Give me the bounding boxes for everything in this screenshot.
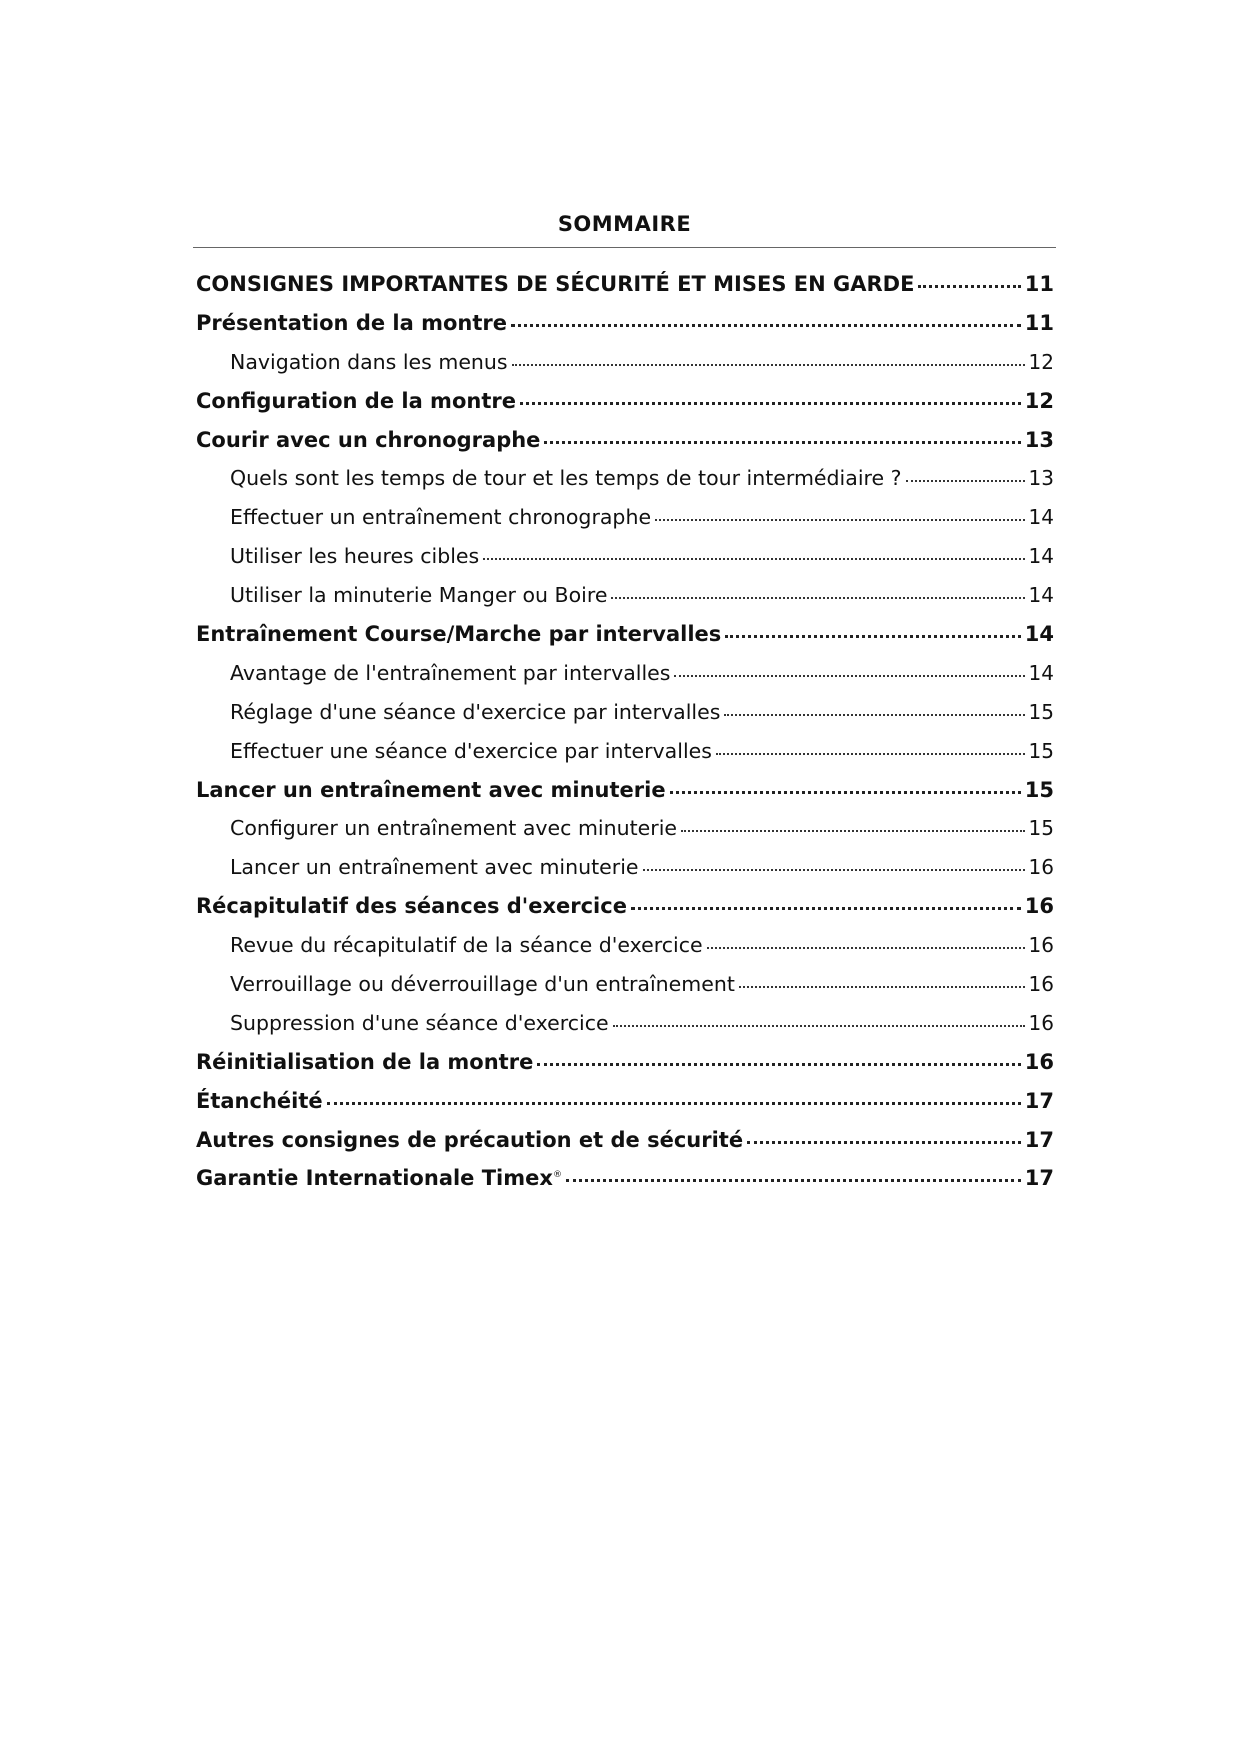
toc-entry-title-text: Courir avec un chronographe: [196, 427, 541, 452]
dot-leader: [747, 1141, 1021, 1144]
toc-page-number: 12: [1028, 349, 1054, 374]
toc-entry-title: [230, 739, 712, 763]
toc-subsection-entry[interactable]: [196, 739, 1054, 778]
dot-leader: [327, 1102, 1021, 1105]
dot-leader: [670, 791, 1021, 794]
toc-entry-title: [230, 661, 670, 685]
dot-leader: [681, 830, 1025, 832]
toc-entry-title: [230, 972, 735, 996]
dot-leader: [566, 1179, 1021, 1182]
toc-entry-title: [230, 583, 607, 607]
toc-heading: SOMMAIRE: [557, 212, 692, 236]
toc-section-entry[interactable]: [196, 778, 1054, 817]
toc-entry-title-text: Navigation dans les menus: [230, 349, 508, 374]
toc-entry-title: [230, 1011, 609, 1035]
heading-divider: [193, 247, 1056, 248]
toc-entry-title-text: Présentation de la montre: [196, 310, 507, 335]
toc-entry-title: [230, 855, 639, 879]
toc-entry-title: [196, 1128, 743, 1152]
dot-leader: [725, 635, 1020, 638]
toc-entry-title-text: Récapitulatif des séances d'exercice: [196, 894, 627, 919]
toc-entry-title-text: Verrouillage ou déverrouillage d'un entraînement: [230, 972, 735, 997]
toc-subsection-entry[interactable]: [196, 700, 1054, 739]
toc-entry-title-text: Configuration de la montre: [196, 388, 516, 413]
toc-entry-title-text: Réglage d'une séance d'exercice par intervalles: [230, 699, 721, 724]
toc-entry-title: [196, 894, 627, 918]
toc-entry-title-text: Lancer un entraînement avec minuterie: [230, 855, 639, 880]
toc-section-entry[interactable]: [196, 272, 1054, 311]
toc-page-number: 16: [1024, 1049, 1054, 1074]
toc-page-number: 14: [1024, 622, 1054, 647]
toc-subsection-entry[interactable]: [196, 855, 1054, 894]
dot-leader: [643, 869, 1025, 871]
toc-entry-title: [196, 778, 666, 802]
toc-subsection-entry[interactable]: [196, 505, 1054, 544]
toc-entry-title-text: Réinitialisation de la montre: [196, 1049, 534, 1074]
toc-section-entry[interactable]: [196, 389, 1054, 428]
toc-section-entry[interactable]: [196, 311, 1054, 350]
dot-leader: [724, 714, 1024, 716]
toc-subsection-entry[interactable]: [196, 544, 1054, 583]
toc-entry-title: [196, 1050, 533, 1074]
dot-leader: [544, 441, 1020, 444]
toc-page-number: 15: [1024, 777, 1054, 802]
toc-subsection-entry[interactable]: [196, 350, 1054, 389]
toc-subsection-entry[interactable]: [196, 583, 1054, 622]
dot-leader: [537, 1063, 1020, 1066]
toc-page-number: 16: [1028, 972, 1054, 997]
toc-section-entry[interactable]: [196, 1089, 1054, 1128]
toc-entry-title: [196, 622, 721, 646]
toc-entry-title: [196, 1089, 323, 1113]
toc-entry-title-text: Utiliser les heures cibles: [230, 544, 480, 569]
toc-entry-title-text: Garantie Internationale Timex: [196, 1166, 553, 1191]
toc-entry-title-text: Effectuer une séance d'exercice par intervalles: [230, 738, 712, 763]
toc-entry-title: [196, 311, 507, 335]
dot-leader: [655, 519, 1024, 521]
toc-subsection-entry[interactable]: [196, 466, 1054, 505]
toc-entry-title-text: Lancer un entraînement avec minuterie: [196, 777, 666, 802]
toc-section-entry[interactable]: [196, 1050, 1054, 1089]
toc-subsection-entry[interactable]: [196, 816, 1054, 855]
toc-entry-title-text: Avantage de l'entraînement par intervalles: [230, 660, 671, 685]
toc-page-number: 11: [1024, 310, 1054, 335]
toc-entry-title-text: Entraînement Course/Marche par intervalles: [196, 622, 722, 647]
dot-leader: [631, 907, 1021, 910]
toc-entry-title: [230, 816, 677, 840]
toc-entry-title-text: Étanchéité: [196, 1088, 323, 1113]
toc-page-number: 14: [1028, 660, 1054, 685]
toc-page-number: 16: [1028, 933, 1054, 958]
toc-entry-title: [196, 272, 914, 296]
toc-page-number: 12: [1024, 388, 1054, 413]
toc-entry-title: [196, 428, 540, 452]
toc-page-number: 13: [1028, 466, 1054, 491]
toc-page-number: 15: [1028, 816, 1054, 841]
dot-leader: [707, 947, 1025, 949]
toc-section-entry[interactable]: [196, 1166, 1054, 1205]
toc-page-number: 17: [1024, 1088, 1054, 1113]
toc-entry-title-text: CONSIGNES IMPORTANTES DE SÉCURITÉ ET MISES EN GARDE: [196, 272, 915, 296]
toc-entry-title-text: Quels sont les temps de tour et les temps de tour intermédiaire ?: [230, 466, 902, 491]
toc-page-number: 15: [1028, 699, 1054, 724]
toc-entry-title-text: Revue du récapitulatif de la séance d'exercice: [230, 933, 703, 958]
dot-leader: [674, 675, 1024, 677]
toc-entry-title: [230, 933, 703, 957]
toc-page-number: 13: [1024, 427, 1054, 452]
toc-page-number: 17: [1024, 1166, 1054, 1191]
toc-entry-title: [230, 700, 720, 724]
toc-page-number: 11: [1024, 272, 1054, 296]
toc-page-number: 16: [1024, 894, 1054, 919]
toc-entry-title: [230, 466, 902, 490]
toc-section-entry[interactable]: [196, 894, 1054, 933]
table-of-contents: [196, 272, 1054, 1205]
toc-subsection-entry[interactable]: [196, 1011, 1054, 1050]
dot-leader: [483, 558, 1024, 560]
dot-leader: [611, 597, 1024, 599]
toc-page-number: 16: [1028, 1010, 1054, 1035]
dot-leader: [918, 285, 1020, 288]
dot-leader: [613, 1025, 1025, 1027]
toc-entry-title-text: Effectuer un entraînement chronographe: [230, 505, 652, 530]
toc-page-number: 16: [1028, 855, 1054, 880]
toc-entry-title-text: Autres consignes de précaution et de sécurité: [196, 1127, 744, 1152]
toc-entry-title-text: Configurer un entraînement avec minuterie: [230, 816, 677, 841]
toc-subsection-entry[interactable]: [196, 661, 1054, 700]
toc-page-number: 15: [1028, 738, 1054, 763]
dot-leader: [512, 364, 1025, 366]
dot-leader: [739, 986, 1025, 988]
registered-trademark-mark: ®: [552, 1170, 562, 1181]
dot-leader: [716, 753, 1025, 755]
toc-section-entry[interactable]: [196, 622, 1054, 661]
dot-leader: [511, 324, 1021, 327]
toc-section-entry[interactable]: [196, 1128, 1054, 1167]
dot-leader: [906, 480, 1025, 482]
toc-section-entry[interactable]: [196, 428, 1054, 467]
toc-entry-title: [196, 1166, 562, 1190]
toc-entry-title-text: Utiliser la minuterie Manger ou Boire: [230, 583, 608, 608]
toc-subsection-entry[interactable]: [196, 933, 1054, 972]
toc-entry-title: [230, 350, 508, 374]
toc-subsection-entry[interactable]: [196, 972, 1054, 1011]
toc-entry-title-text: Suppression d'une séance d'exercice: [230, 1010, 609, 1035]
toc-page-number: 14: [1028, 505, 1054, 530]
toc-page-number: 17: [1024, 1127, 1054, 1152]
toc-page-number: 14: [1028, 583, 1054, 608]
toc-entry-title: [230, 544, 479, 568]
toc-entry-title: [230, 505, 651, 529]
dot-leader: [520, 402, 1021, 405]
toc-page-number: 14: [1028, 544, 1054, 569]
toc-entry-title: [196, 389, 516, 413]
